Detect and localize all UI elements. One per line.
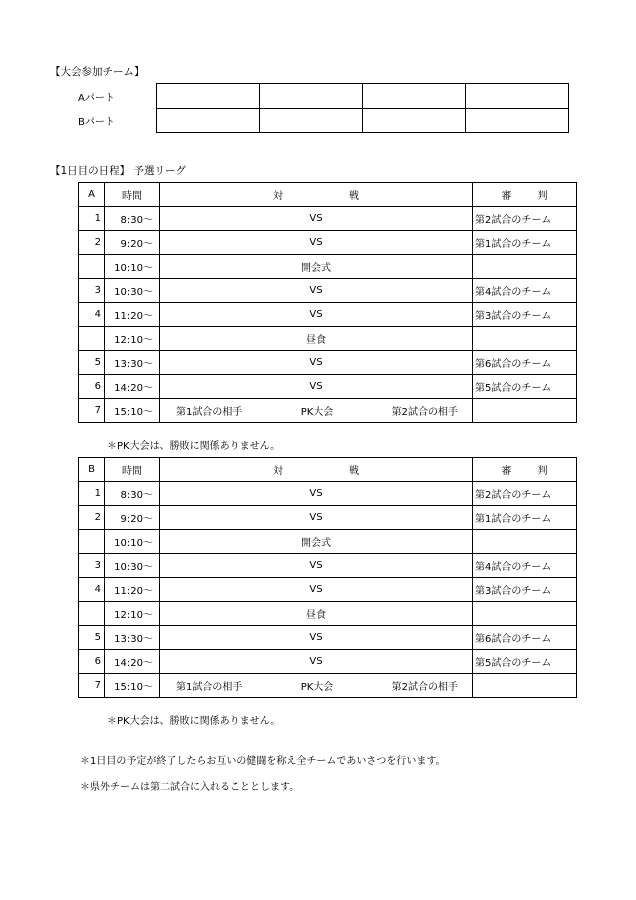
match-number: 4	[79, 303, 105, 327]
referee-cell	[473, 327, 577, 351]
pk-right-team: 第2試合の相手	[391, 407, 458, 418]
match-cell: VS	[160, 578, 473, 602]
match-cell: VS	[160, 375, 473, 399]
referee-cell: 第4試合のチーム	[473, 554, 577, 578]
match-number: 1	[79, 482, 105, 506]
match-number: 5	[79, 626, 105, 650]
schedule-row	[79, 554, 577, 578]
schedule-row	[79, 482, 577, 506]
pk-note-a: ＊PK大会は、勝敗に関係ありません。	[107, 441, 281, 452]
schedule-row	[79, 506, 577, 530]
schedule-row	[79, 530, 577, 554]
referee-cell	[473, 602, 577, 626]
match-cell: VS	[160, 554, 473, 578]
referee-cell	[473, 674, 577, 698]
match-number: 2	[79, 231, 105, 255]
schedule-row	[79, 303, 577, 327]
match-time: 8:30〜	[105, 482, 160, 506]
match-time: 11:20〜	[105, 578, 160, 602]
team-slot[interactable]	[363, 84, 466, 109]
schedule-row	[79, 255, 577, 279]
pk-match-cell	[160, 399, 473, 423]
match-time: 15:10〜	[105, 399, 160, 423]
schedule-header	[79, 458, 577, 482]
referee-header: 審 判	[473, 458, 577, 482]
pk-row	[79, 399, 577, 423]
schedule-header	[79, 183, 577, 207]
match-number	[79, 327, 105, 351]
match-number: 7	[79, 399, 105, 423]
referee-cell: 第5試合のチーム	[473, 650, 577, 674]
team-slot[interactable]	[466, 84, 569, 109]
team-slot[interactable]	[260, 84, 363, 109]
match-cell: VS	[160, 650, 473, 674]
match-time: 9:20〜	[105, 506, 160, 530]
teams-table	[78, 83, 569, 133]
match-time: 12:10〜	[105, 327, 160, 351]
match-number: 5	[79, 351, 105, 375]
referee-cell: 第3試合のチーム	[473, 303, 577, 327]
footer-note: ＊1日目の予定が終了したらお互いの健闘を称え全チームであいさつを行います。	[80, 756, 446, 767]
match-time: 14:20〜	[105, 375, 160, 399]
schedule-row	[79, 375, 577, 399]
referee-cell: 第5試合のチーム	[473, 375, 577, 399]
match-number: 7	[79, 674, 105, 698]
match-time: 15:10〜	[105, 674, 160, 698]
referee-cell: 第1試合のチーム	[473, 506, 577, 530]
schedule-row	[79, 626, 577, 650]
referee-cell: 第4試合のチーム	[473, 279, 577, 303]
teams-heading: 【大会参加チーム】	[50, 66, 145, 78]
match-number: 1	[79, 207, 105, 231]
match-time: 13:30〜	[105, 351, 160, 375]
match-time: 12:10〜	[105, 602, 160, 626]
match-header: 対 戦	[160, 183, 473, 207]
match-number: 6	[79, 375, 105, 399]
schedule-row	[79, 279, 577, 303]
match-number	[79, 255, 105, 279]
teams-row-a	[78, 84, 569, 109]
referee-cell: 第2試合のチーム	[473, 482, 577, 506]
match-time: 8:30〜	[105, 207, 160, 231]
pk-event: PK大会	[300, 682, 334, 693]
match-cell: 昼食	[160, 327, 473, 351]
team-slot[interactable]	[260, 109, 363, 133]
match-number: 6	[79, 650, 105, 674]
match-time: 10:10〜	[105, 530, 160, 554]
match-cell: VS	[160, 207, 473, 231]
schedule-row	[79, 327, 577, 351]
match-time: 11:20〜	[105, 303, 160, 327]
schedule-row	[79, 351, 577, 375]
time-header: 時間	[105, 183, 160, 207]
schedule-row	[79, 650, 577, 674]
schedule-table-b	[78, 457, 577, 698]
referee-cell	[473, 255, 577, 279]
footer-note: ＊県外チームは第二試合に入れることとします。	[80, 782, 300, 793]
pk-row	[79, 674, 577, 698]
schedule-row	[79, 207, 577, 231]
match-cell: VS	[160, 303, 473, 327]
match-cell: VS	[160, 506, 473, 530]
referee-cell: 第2試合のチーム	[473, 207, 577, 231]
pk-match-cell	[160, 674, 473, 698]
group-label: A	[79, 183, 105, 207]
match-cell: VS	[160, 279, 473, 303]
team-slot[interactable]	[466, 109, 569, 133]
match-number: 2	[79, 506, 105, 530]
match-time: 14:20〜	[105, 650, 160, 674]
teams-row-b	[78, 109, 569, 133]
schedule-row	[79, 578, 577, 602]
schedule-table-a	[78, 182, 577, 423]
team-slot[interactable]	[157, 84, 260, 109]
match-cell: 開会式	[160, 255, 473, 279]
referee-header: 審 判	[473, 183, 577, 207]
match-number	[79, 530, 105, 554]
pk-left-team: 第1試合の相手	[176, 682, 243, 693]
referee-cell	[473, 399, 577, 423]
match-time: 13:30〜	[105, 626, 160, 650]
match-cell: VS	[160, 482, 473, 506]
match-number: 4	[79, 578, 105, 602]
match-header: 対 戦	[160, 458, 473, 482]
referee-cell: 第6試合のチーム	[473, 351, 577, 375]
referee-cell: 第1試合のチーム	[473, 231, 577, 255]
part-label: Bパート	[78, 117, 115, 128]
match-time: 9:20〜	[105, 231, 160, 255]
time-header: 時間	[105, 458, 160, 482]
schedule-row	[79, 231, 577, 255]
match-cell: VS	[160, 351, 473, 375]
match-cell: VS	[160, 626, 473, 650]
referee-cell: 第6試合のチーム	[473, 626, 577, 650]
team-slot[interactable]	[157, 109, 260, 133]
schedule-row	[79, 602, 577, 626]
part-label: Aパート	[78, 92, 115, 104]
match-time: 10:30〜	[105, 554, 160, 578]
group-label: B	[79, 458, 105, 482]
team-slot[interactable]	[363, 109, 466, 133]
match-number: 3	[79, 279, 105, 303]
pk-event: PK大会	[300, 407, 334, 418]
pk-left-team: 第1試合の相手	[176, 407, 243, 418]
match-cell: 昼食	[160, 602, 473, 626]
match-time: 10:30〜	[105, 279, 160, 303]
pk-right-team: 第2試合の相手	[391, 682, 458, 693]
match-number	[79, 602, 105, 626]
day1-heading: 【1日目の日程】 予選リーグ	[50, 165, 187, 177]
referee-cell: 第3試合のチーム	[473, 578, 577, 602]
referee-cell	[473, 530, 577, 554]
pk-note-b: ＊PK大会は、勝敗に関係ありません。	[107, 716, 281, 727]
match-cell: 開会式	[160, 530, 473, 554]
match-time: 10:10〜	[105, 255, 160, 279]
match-cell: VS	[160, 231, 473, 255]
match-number: 3	[79, 554, 105, 578]
